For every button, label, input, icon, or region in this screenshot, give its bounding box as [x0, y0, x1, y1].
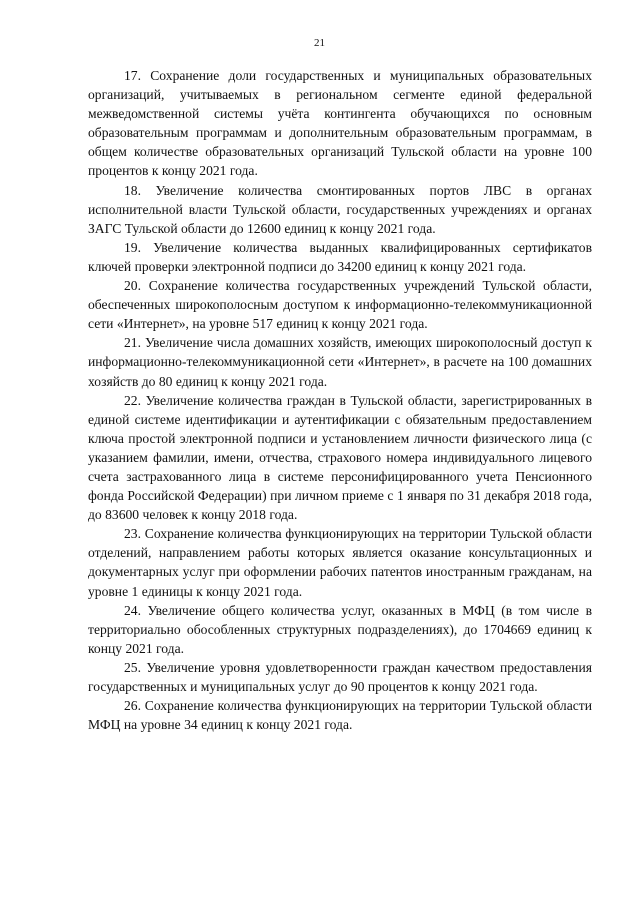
- paragraph-17: 17. Сохранение доли государственных и муниципальных образовательных организаций, учитываемых в региональном сегменте единой федеральной межведомственной системы учёта контингента обучающихся по основным образовательным программам и дополнительным образовательным программам, в общем количестве образовательных организаций Тульской области на уровне 100 процентов к концу 2021 года.: [88, 68, 592, 179]
- paragraph-18: 18. Увеличение количества смонтированных портов ЛВС в органах исполнительной власти Тульской области, государственных учреждениях и органах ЗАГС Тульской области до 12600 единиц к концу 2021 года.: [88, 182, 592, 236]
- page-number: 21: [314, 37, 325, 49]
- paragraph-25: 25. Увеличение уровня удовлетворенности граждан качеством предоставления государственных и муниципальных услуг до 90 процентов к концу 2021 года.: [88, 659, 592, 694]
- paragraph-21: 21. Увеличение числа домашних хозяйств, имеющих широкополосный доступ к информационно-телекоммуникационной сети «Интернет», в расчете на 100 домашних хозяйств до 80 единиц к концу 2021 года.: [88, 335, 592, 389]
- paragraph-20: 20. Сохранение количества государственных учреждений Тульской области, обеспеченных широкополосным доступом к информационно-телекоммуникационной сети «Интернет», на уровне 517 единиц к концу 2021 года.: [88, 278, 592, 332]
- paragraph-22: 22. Увеличение количества граждан в Тульской области, зарегистрированных в единой системе идентификации и аутентификации с обязательным предоставлением ключа простой электронной подписи и установлением личности физического лица (с указанием фамилии, имени, отчества, страхового номера индивидуального лицевого счета застрахованного лица в системе персонифицированного учета Пенсионного фонда Российской Федерации) при личном приеме с 1 января по 31 декабря 2018 года, до 83600 человек к концу 2018 года.: [88, 392, 592, 523]
- document-body: [88, 66, 592, 734]
- paragraph-26: 26. Сохранение количества функционирующих на территории Тульской области МФЦ на уровне 34 единиц к концу 2021 года.: [88, 698, 592, 733]
- paragraph-23: 23. Сохранение количества функционирующих на территории Тульской области отделений, направлением работы которых является оказание консультационных и документарных услуг при оформлении рабочих патентов иностранным гражданам, на уровне 1 единицы к концу 2021 года.: [88, 526, 592, 599]
- paragraph-19: 19. Увеличение количества выданных квалифицированных сертификатов ключей проверки электронной подписи до 34200 единиц к концу 2021 года.: [88, 239, 592, 274]
- paragraph-24: 24. Увеличение общего количества услуг, оказанных в МФЦ (в том числе в территориально обособленных структурных подразделениях), до 1704669 единиц к концу 2021 года.: [88, 602, 592, 656]
